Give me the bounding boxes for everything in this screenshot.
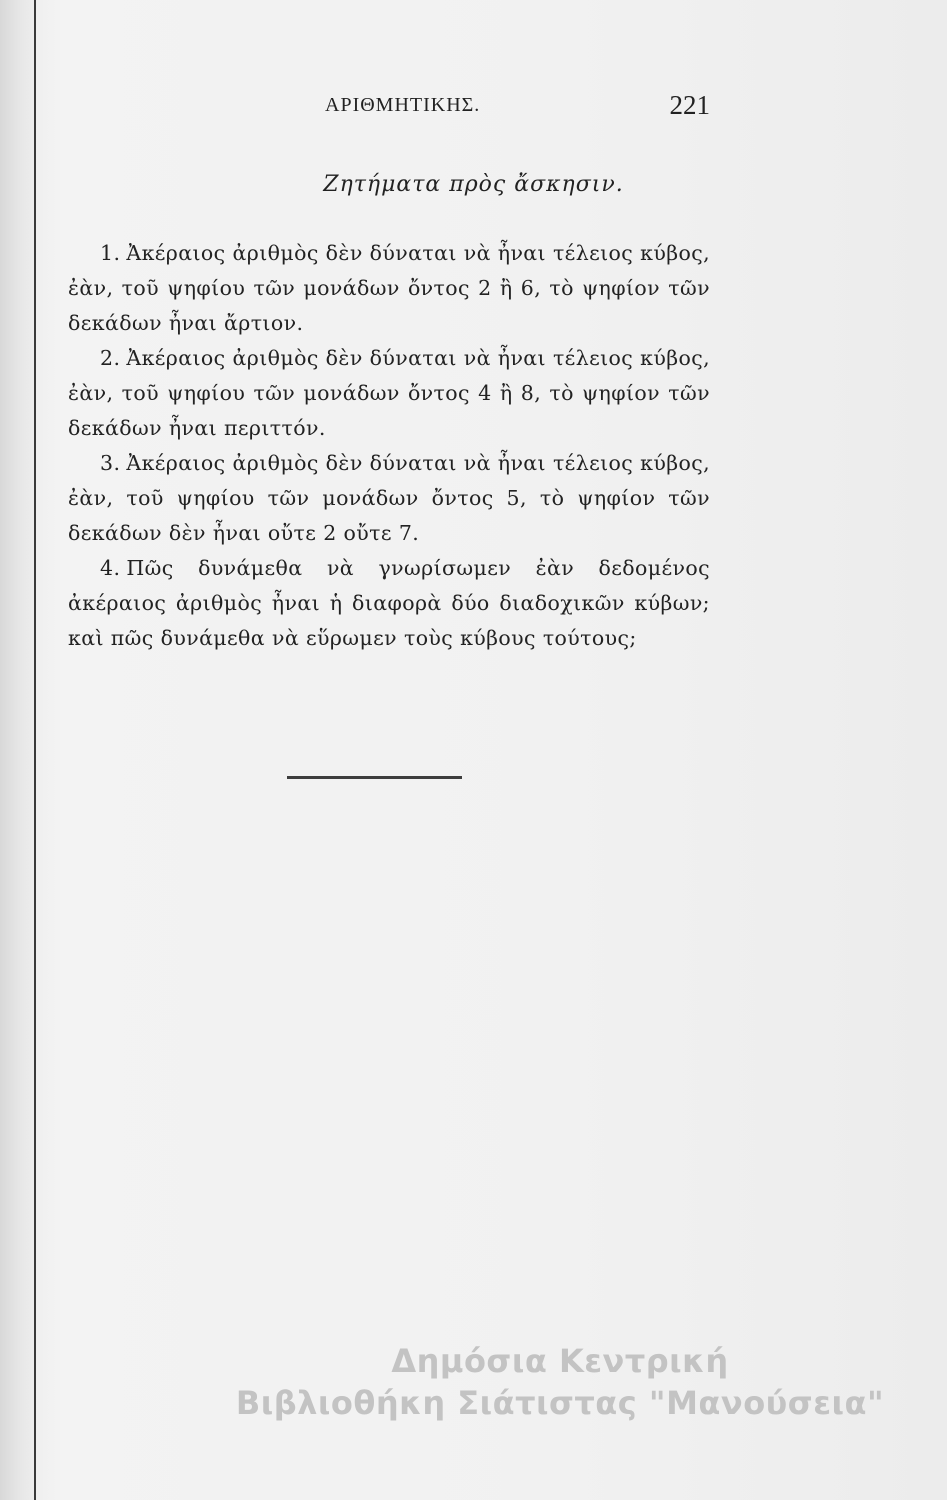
- watermark-line-2: Βιβλιοθήκη Σιάτιστας "Μανούσεια": [235, 1384, 885, 1422]
- page-number: 221: [669, 90, 710, 120]
- section-divider-rule: [287, 776, 462, 779]
- exercise-number: 1.: [100, 241, 121, 265]
- exercise-text: Ἀκέραιος ἀριθμὸς δὲν δύναται νὰ ἦναι τέλειος κύβος, ἐὰν, τοῦ ψηφίου τῶν μονάδων ὄντος 2 ἢ 6, τὸ ψηφίον τῶν δεκάδων ἦναι ἄρτιον.: [68, 241, 710, 335]
- exercise-text: Ἀκέραιος ἀριθμὸς δὲν δύναται νὰ ἦναι τέλειος κύβος, ἐὰν, τοῦ ψηφίου τῶν μονάδων ὄντος 5, τὸ ψηφίον τῶν δεκάδων δὲν ἦναι οὔτε 2 οὔτε 7.: [68, 451, 710, 545]
- library-watermark: [210, 1340, 910, 1424]
- exercise-number: 3.: [100, 451, 121, 475]
- bleed-through-text: [60, 700, 740, 730]
- exercise-text: Πῶς δυνάμεθα νὰ γνωρίσωμεν ἐὰν δεδομένος ἀκέραιος ἀριθμὸς ἦναι ἡ διαφορὰ δύο διαδοχικῶν κύβων; καὶ πῶς δυνάμεθα νὰ εὕρωμεν τοὺς κύβους τούτους;: [68, 556, 710, 650]
- exercise-item: [68, 551, 710, 656]
- section-title: Ζητήματα πρὸς ἄσκησιν.: [323, 172, 624, 197]
- watermark-line-1: Δημόσια Κεντρική: [391, 1342, 729, 1380]
- exercise-number: 2.: [100, 346, 121, 370]
- page-header: [300, 90, 710, 126]
- exercise-item: [68, 236, 710, 341]
- exercise-number: 4.: [100, 556, 121, 580]
- exercise-list: [68, 236, 710, 656]
- running-head: ΑΡΙΘΜΗΤΙΚΗΣ.: [325, 94, 481, 116]
- exercise-item: [68, 446, 710, 551]
- exercise-text: Ἀκέραιος ἀριθμὸς δὲν δύναται νὰ ἦναι τέλειος κύβος, ἐὰν, τοῦ ψηφίου τῶν μονάδων ὄντος 4 ἢ 8, τὸ ψηφίον τῶν δεκάδων ἦναι περιττόν.: [68, 346, 710, 440]
- page-binding-edge: [0, 0, 36, 1500]
- exercise-item: [68, 341, 710, 446]
